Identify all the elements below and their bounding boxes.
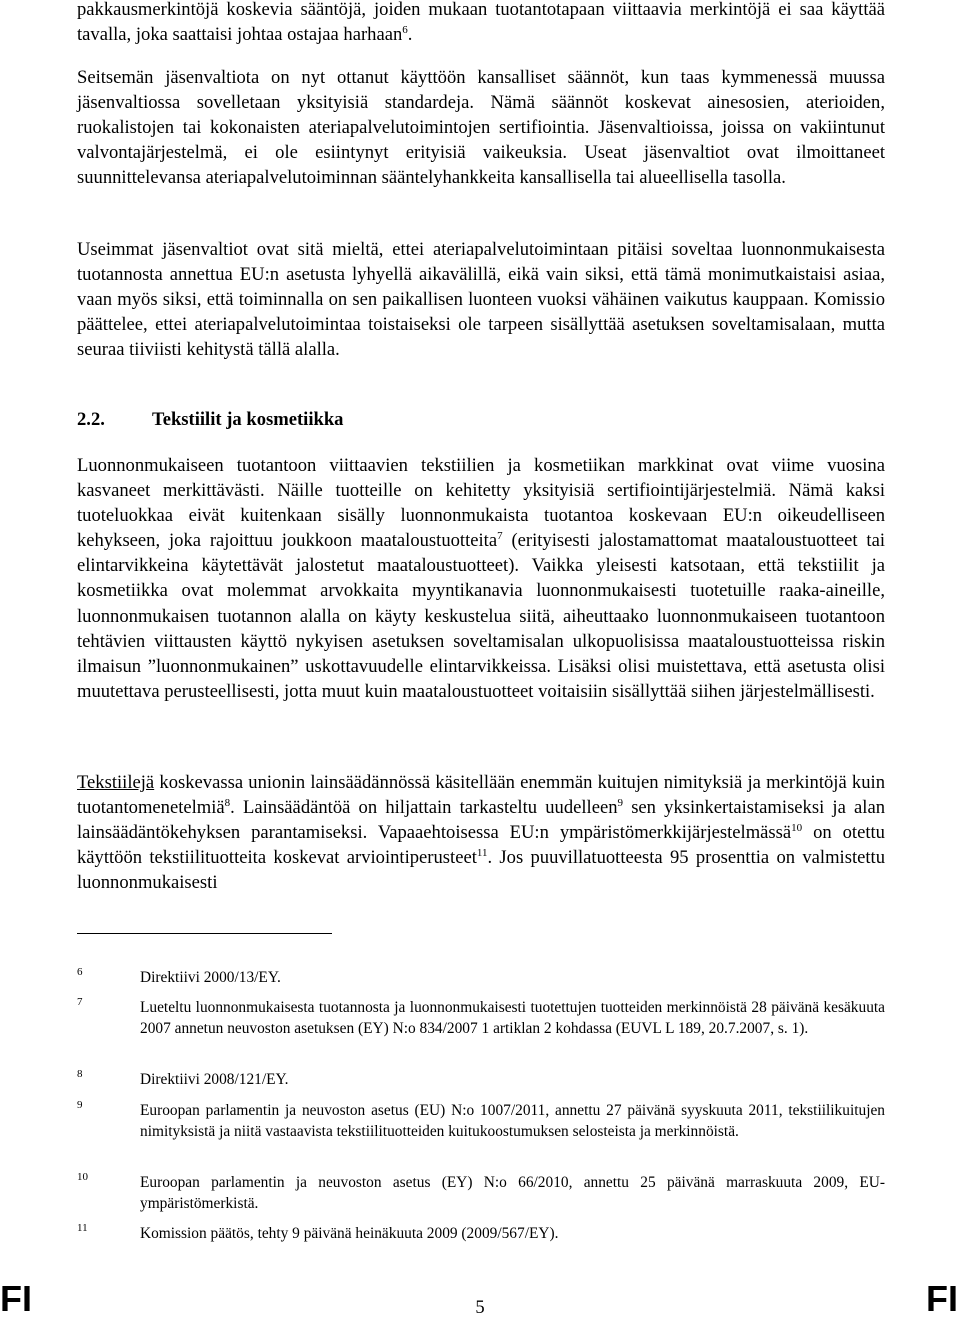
footnote-text: Euroopan parlamentin ja neuvoston asetus (EY) N:o 66/2010, annettu 25 päivänä marraskuuta 2009, EU-ympäristömerkistä. — [140, 1174, 885, 1212]
footnote-ref-9[interactable]: 9 — [617, 797, 624, 810]
footnote-text: Lueteltu luonnonmukaisesta tuotannosta ja luonnonmukaisesti tuotettujen tuotteiden merkinnöistä 28 päivänä kesäkuuta 2007 annetun neuvoston asetuksen (EY) N:o 834/2007 1 artiklan 2 kohdassa (EUVL L 189, 20.7.2007, s. 1). — [140, 999, 885, 1037]
footnote-ref-11[interactable]: 11 — [476, 847, 488, 860]
underlined-term: Tekstiilejä — [77, 772, 155, 793]
language-code-right: FI — [926, 1278, 958, 1319]
footnote — [77, 1070, 885, 1091]
paragraph-national-rules: Seitsemän jäsenvaltiota on nyt ottanut käyttöön kansalliset säännöt, kun taas kymmenessä muussa jäsenvaltiossa sovelletaan yksityisiä standardeja. Nämä säännöt koskevat ainesosien, aterioiden, ruokalistojen tai kokonaisten ateriapalvelutoimintojen sertifiointia. Jäsenvaltioissa, joissa on vakiintunut valvontajärjestelmä, ei ole esiintynyt erityisiä vaikeuksia. Useat jäsenvaltiot ovat ilmoittaneet suunnittelevansa ateriapalvelutoiminnan sääntelyhankkeita kansallisella tai alueellisella tasolla. — [77, 67, 885, 189]
footnote-text: Komission päätös, tehty 9 päivänä heinäkuuta 2009 (2009/567/EY). — [140, 1225, 559, 1242]
footnote-separator — [77, 933, 332, 934]
footnote-text: Direktiivi 2008/121/EY. — [140, 1071, 289, 1088]
footnote-ref-8[interactable]: 8 — [224, 797, 231, 810]
paragraph-continuation: pakkausmerkintöjä koskevia sääntöjä, joiden mukaan tuotantotapaan viittaavia merkintöjä ei saa käyttää tavalla, joka saattaisi johtaa ostajaa harhaan$^6$. — [77, 0, 885, 46]
footnote — [77, 1173, 885, 1214]
footnote — [77, 998, 885, 1039]
page-number: 5 — [475, 1297, 485, 1318]
footnote-ref-7[interactable]: 7 — [497, 530, 503, 543]
section-title: Tekstiilit ja kosmetiikka — [152, 409, 344, 430]
paragraph-textiles-cosmetics: Luonnonmukaiseen tuotantoon viittaavien tekstiilien ja kosmetiikan markkinat ovat viime vuosina kasvaneet merkittävästi. Näille tuotteille on kehitetty yksityisiä sertifiointijärjestelmiä. Nämä kaksi tuoteluokkaa eivät kuitenkaan sisälly luonnonmukaista tuotantoa koskevaan EU:n oikeudelliseen kehykseen, joka rajoittuu joukkoon maataloustuotteita$^7$ (erityisesti jalostamattomat maataloustuotteet tai elintarvikkeina käytettävät jalostetut maataloustuotteet). Vaikka yleisesti katsotaan, että tekstiilit ja kosmetiikka ovat molemmat arvokkaita myyntikanavia luonnonmukaisesti tuotetuille raaka-aineille, luonnonmukaisen tuotannon alalla on käyty keskustelua siitä, aiheuttaako luonnonmukaiseen tuotantoon tehtävien viittausten käyttö nykyisen asetuksen soveltamisalan ulkopuolisissa maataloustuotteissa riskin ilmaisun ”luonnonmukainen” uskottavuudelle elintarvikkeissa. Lisäksi olisi muistettava, että asetusta olisi muutettava perusteellisesti, jotta muut kuin maataloustuotteet voitaisiin sisällyttää siihen järjestelmällisesti. — [77, 455, 885, 702]
footnote-mark: 6 — [77, 966, 83, 978]
footnote-mark: 9 — [77, 1099, 83, 1111]
footnote-text: Direktiivi 2000/13/EY. — [140, 969, 281, 986]
paragraph-member-states-opinion: Useimmat jäsenvaltiot ovat sitä mieltä, ettei ateriapalvelutoimintaan pitäisi soveltaa luonnonmukaisesta tuotannosta annettua EU:n asetusta lyhyellä aikavälillä, eikä vain siksi, että tämä monimutkaistaisi asiaa, vaan myös siksi, että toiminnalla on sen paikallisen luonteen vuoksi vähäinen vaikutus kauppaan. Komissio päättelee, ettei ateriapalvelutoimintaa toistaiseksi ole tarpeen sisällyttää asetuksen soveltamisalaan, mutta seuraa tiiviisti kehitystä tällä alalla. — [77, 239, 885, 361]
footnote — [77, 968, 885, 989]
footnote-mark: 10 — [77, 1171, 88, 1183]
footnote-text: Euroopan parlamentin ja neuvoston asetus (EU) N:o 1007/2011, annettu 27 päivänä syyskuuta 2011, tekstiilikuitujen nimityksistä ja niitä vastaavista tekstiilituotteiden kuitukoostumuksen selosteista ja merkinnöistä. — [140, 1102, 885, 1140]
footnote-ref-10[interactable]: 10 — [791, 822, 803, 835]
footnote-mark: 11 — [77, 1222, 88, 1234]
paragraph-textile-legislation: Tekstiilejä koskevassa unionin lainsäädännössä käsitellään enemmän kuitujen nimityksiä ja merkintöjä kuin tuotantomenetelmiä$^8$. Lainsäädäntöä on hiljattain tarkasteltu uudelleen$^9$ sen yksinkertaistamiseksi ja alan lainsäädäntökehyksen parantamiseksi. Vapaaehtoisessa EU:n ympäristömerkkijärjestelmässä$^{10}$ on otettu käyttöön tekstiilituotteita koskevat arviointiperusteet$^{11}$. Jos puuvillatuotteesta 95 prosenttia on valmistettu luonnonmukaisesti — [77, 772, 885, 894]
language-code-left: FI — [0, 1278, 32, 1319]
footnote — [77, 1224, 885, 1245]
section-number: 2.2. — [77, 409, 105, 430]
footnote-ref-6[interactable]: 6 — [402, 24, 408, 37]
footnote-mark: 7 — [77, 996, 83, 1008]
footnote-mark: 8 — [77, 1068, 83, 1080]
section-heading — [77, 407, 343, 432]
footnote — [77, 1101, 885, 1142]
